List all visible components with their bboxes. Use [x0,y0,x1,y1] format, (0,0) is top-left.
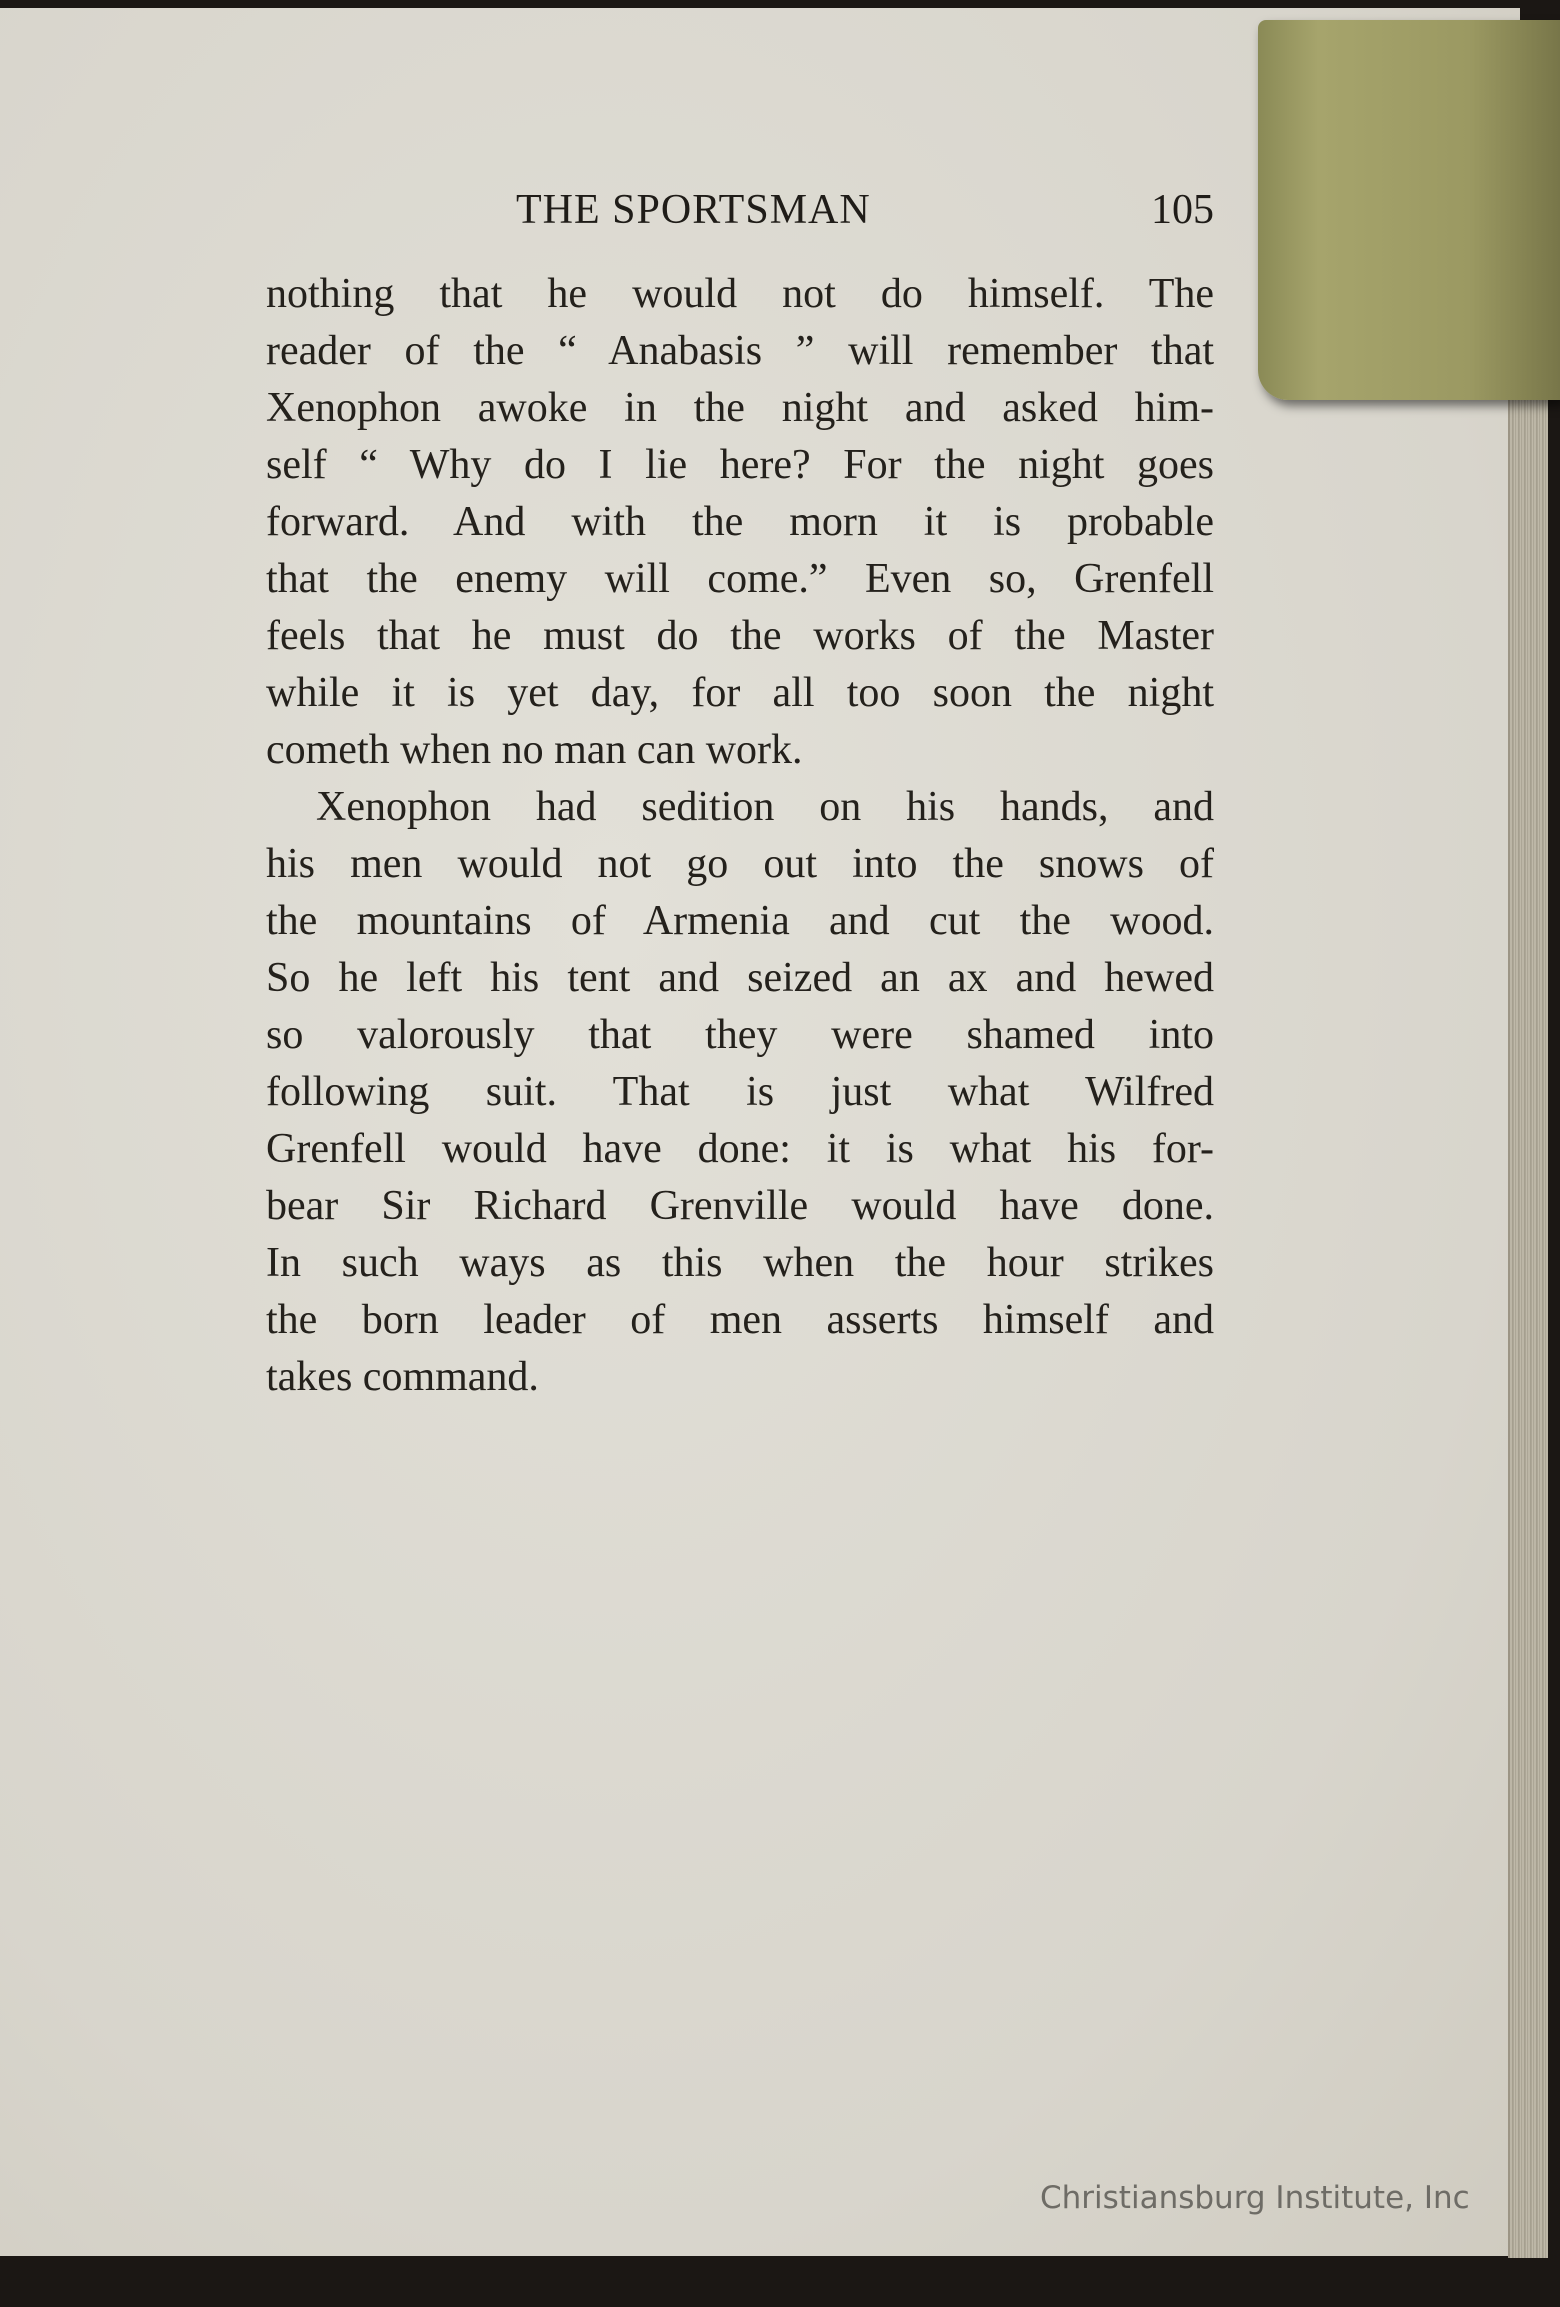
bookmark-flap [1258,20,1560,400]
paragraph-1 [266,266,1214,779]
text-line: nothing that he would not do himself. The [266,271,1214,317]
text-line: feels that he must do the works of the Master [266,613,1214,659]
text-line: while it is yet day, for all too soon the night [266,670,1214,716]
text-line: following suit. That is just what Wilfred [266,1069,1214,1115]
text-line: the mountains of Armenia and cut the wood. [266,898,1214,944]
page-number: 105 [1151,187,1214,233]
watermark: Christiansburg Institute, Inc [1040,2180,1470,2216]
text-line: forward. And with the morn it is probable [266,499,1214,545]
text-line: cometh when no man can work. [266,727,803,773]
paragraph-2 [266,779,1214,1406]
text-line: that the enemy will come.” Even so, Grenfell [266,556,1214,602]
page-edges [1508,390,1548,2258]
text-line: reader of the “ Anabasis ” will remember that [266,328,1214,374]
text-line: his men would not go out into the snows of [266,841,1214,887]
text-line: Xenophon had sedition on his hands, and [316,784,1214,830]
body-text [266,266,1214,1406]
page-header [266,186,1214,242]
text-line: Grenfell would have done: it is what his for- [266,1126,1214,1172]
text-line: the born leader of men asserts himself and [266,1297,1214,1343]
text-line: so valorously that they were shamed into [266,1012,1214,1058]
text-line: Xenophon awoke in the night and asked him- [266,385,1214,431]
text-line: bear Sir Richard Grenville would have done. [266,1183,1214,1229]
text-line: self “ Why do I lie here? For the night goes [266,442,1214,488]
text-line: In such ways as this when the hour strikes [266,1240,1214,1286]
text-line: takes command. [266,1354,539,1400]
running-title: THE SPORTSMAN [516,187,871,233]
text-line: So he left his tent and seized an ax and hewed [266,955,1214,1001]
